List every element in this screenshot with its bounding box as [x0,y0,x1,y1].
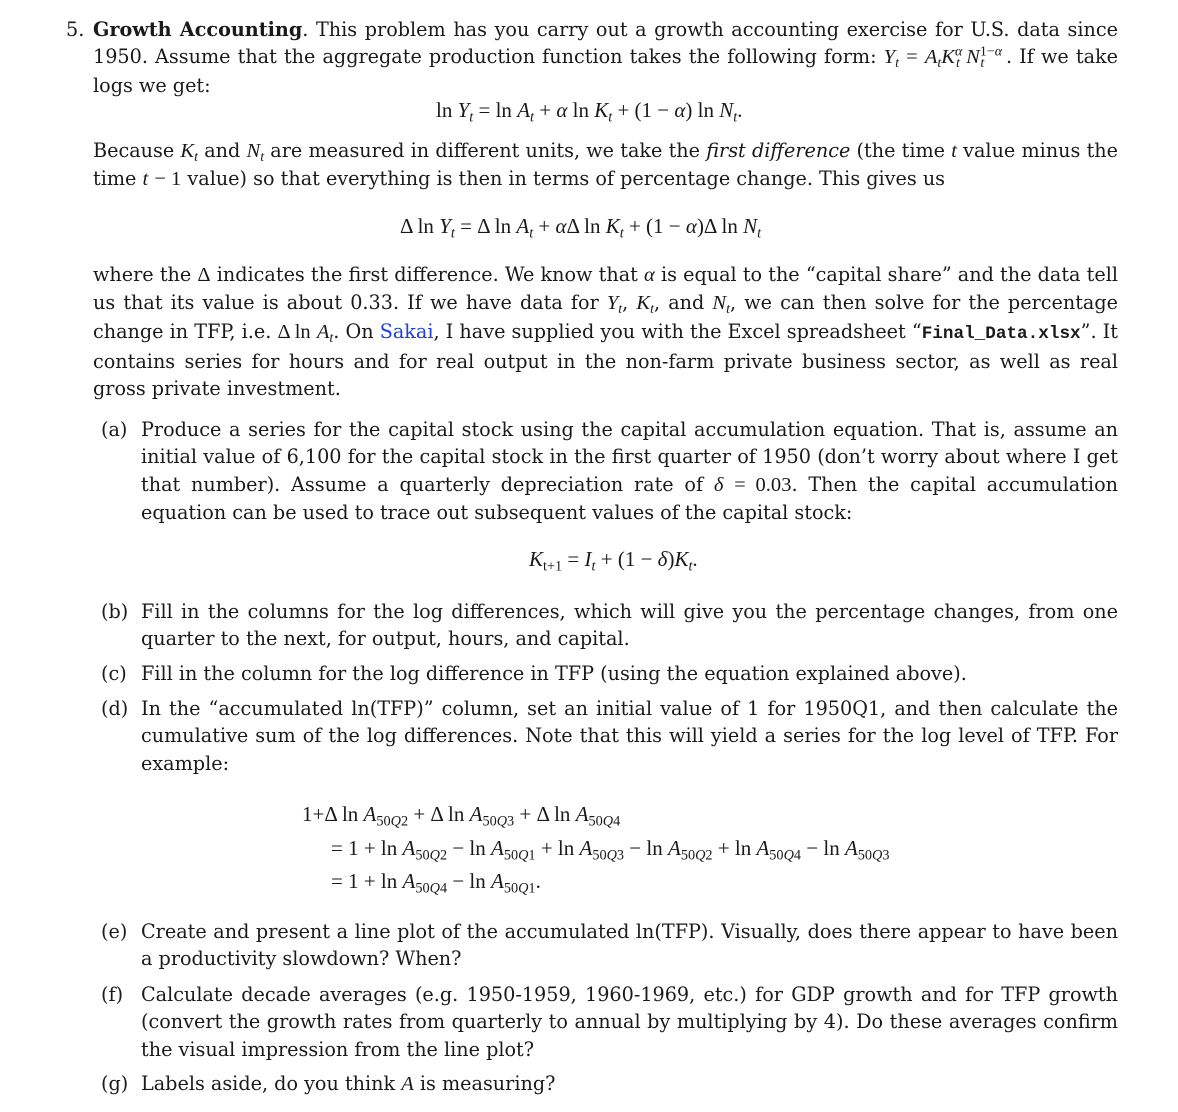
equation-log-production: $\ln Y_t = \ln A_t + \alpha$ $\ln K_t + (1 - \alpha)$ $\ln N_t$. [436,98,743,126]
item-e-text: Create and present a line plot of the accumulated ln(TFP). Visually, does there appear to have been a productivity slowdown? When? [141,920,1118,971]
item-e-label: (e) [101,920,128,943]
item-f-text: Calculate decade averages (e.g. 1950-1959, 1960-1969, etc.) for GDP growth and for TFP growth (convert the growth rates from quarterly to annual by multiplying by 4). Do these averages confirm the visual impression from the line plot? [141,983,1118,1061]
item-b-text: Fill in the columns for the log differences, which will give you the percentage changes, from one quarter to the next, for output, hours, and capital. [141,600,1118,651]
item-a-text: Produce a series for the capital stock using the capital accumulation equation. That is, assume an initial value of 6,100 for the capital stock in the first quarter of 1950 (don’t worry about where I get that number). Assume a quarterly depreciation rate of δ = 0.03. Then the capital accumulation equation can be used to trace out subsequent values of the capital stock: [141,418,1118,524]
item-d-text: In the “accumulated ln(TFP)” column, set an initial value of 1 for 1950Q1, and then calculate the cumulative sum of the log differences. Note that this will yield a series for the log level of TFP. For example: [141,697,1118,775]
problem-title: Growth Accounting [93,18,303,41]
item-a-label: (a) [101,418,128,441]
filename: Final_Data.xlsx [921,323,1081,344]
problem-number: 5. [66,18,85,41]
data-description-paragraph: where the Δ indicates the first difference. We know that α is equal to the “capital share” and the data tell us that its value is about 0.33. If we have data for $Y_t$, $K_t$, and $N_t$, we can then solve for the percentage change in TFP, i.e. Δ $\ln A_t$. On Sakai, I have supplied you with the Excel spreadsheet “Final_Data.xlsx”. It contains series for hours and for real output in the non-farm private business sector, as well as real gross private investment. [93,263,1118,401]
equation-accumulated-line3: = $1 + \ln A_{50Q4} - \ln A_{50Q1}$. [331,869,541,897]
first-difference-paragraph: Because $K_t$ and $N_t$ are measured in different units, we take the first difference (the time t value minus the time t − 1 value) so that everything is then in terms of percentage change. This gives us [93,139,1119,191]
equation-log-differences: Δ $\ln Y_t = \Delta$ $\ln A_t + \alpha\Delta$ $\ln K_t + (1 - \alpha)\Delta$ $\ln N_t$ [400,214,762,242]
item-b-label: (b) [101,600,129,623]
item-c-text: Fill in the column for the log difference in TFP (using the equation explained above). [141,662,967,685]
item-g-label: (g) [101,1072,129,1095]
item-g-text: Labels aside, do you think A is measuring? [141,1072,556,1095]
intro-paragraph: Growth Accounting. This problem has you carry out a growth accounting exercise for U.S. data since 1950. Assume that the aggregate production function takes the following form: $Y_t = A_tK^\alpha_t$ $N^{1-\alpha}_t$ . If we take logs we get: [93,18,1119,97]
item-d-label: (d) [101,697,129,720]
sakai-link[interactable]: Sakai [379,319,434,343]
item-c-label: (c) [101,662,127,685]
equation-accumulated-line1: 1+Δ $\ln A_{50Q2} + \Delta$ $\ln A_{50Q3} + \Delta$ $\ln A_{50Q4}$ [302,802,621,830]
equation-capital-accumulation: $K_{t+1} = I_t + (1 - \delta)K_t$. [529,547,698,575]
item-f-label: (f) [101,983,124,1006]
equation-accumulated-line2: = $1 + \ln A_{50Q2} - \ln A_{50Q1} + \ln A_{50Q3} - \ln A_{50Q2} + \ln A_{50Q4} - \ln A_{50Q3}$ [331,836,890,864]
